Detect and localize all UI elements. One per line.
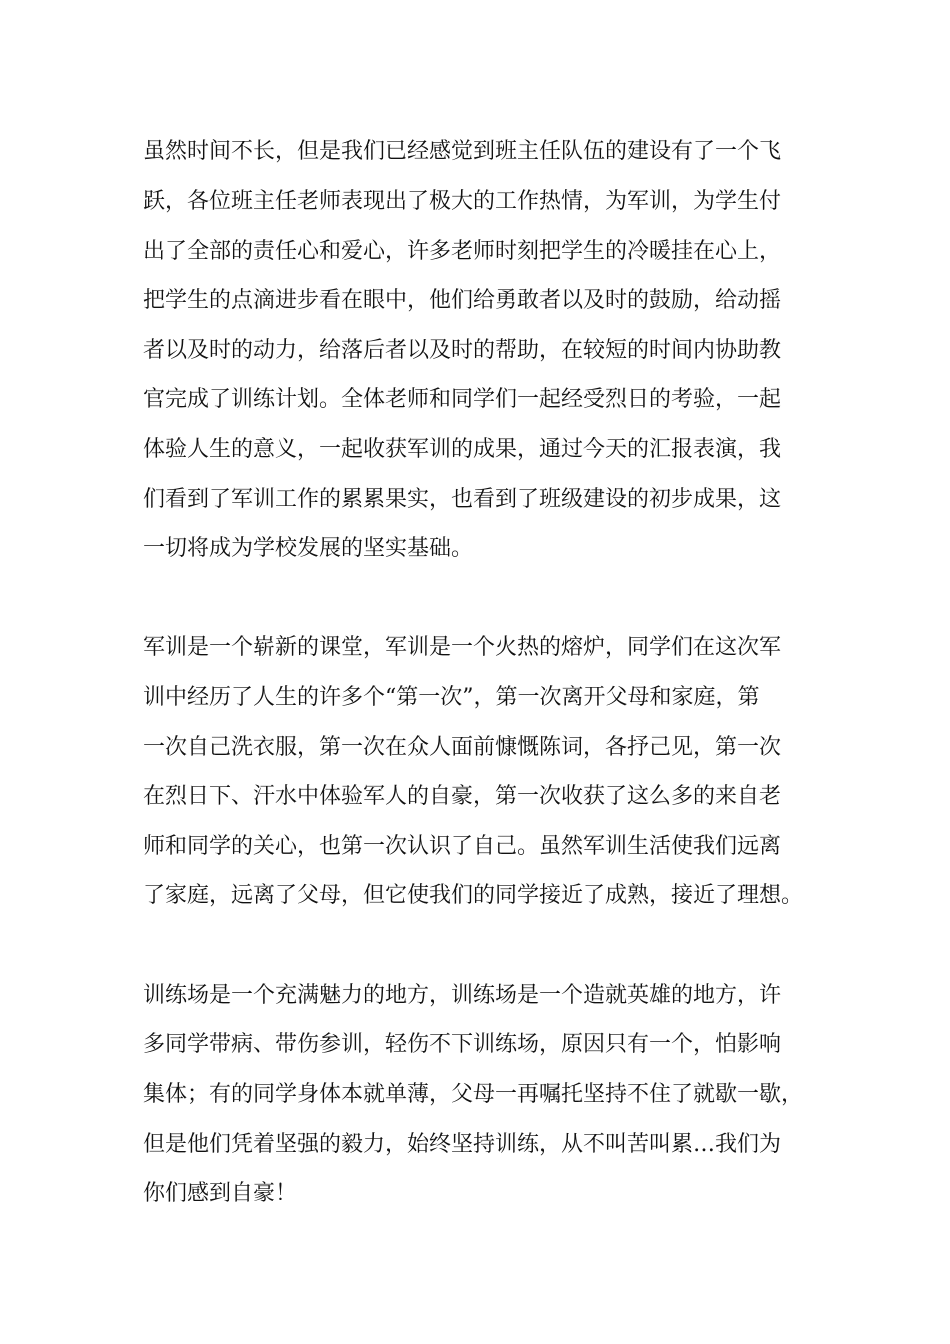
paragraph-2-line-2: 训中经历了人生的许多个“第一次”，第一次离开父母和家庭，第	[143, 685, 760, 710]
paragraph-3-line-1: 训练场是一个充满魅力的地方，训练场是一个造就英雄的地方，许	[143, 983, 782, 1008]
paragraph-1-line-8: 们看到了军训工作的累累果实，也看到了班级建设的初步成果，这	[143, 487, 782, 512]
paragraph-3-line-2: 多同学带病、带伤参训，轻伤不下训练场，原因只有一个，怕影响	[143, 1032, 782, 1057]
paragraph-1-line-7: 体验人生的意义，一起收获军训的成果，通过今天的汇报表演，我	[143, 437, 782, 462]
paragraph-2-line-6: 了家庭，远离了父母，但它使我们的同学接近了成熟，接近了理想。	[143, 883, 804, 908]
paragraph-1-line-1: 虽然时间不长，但是我们已经感觉到班主任队伍的建设有了一个飞	[143, 139, 782, 164]
paragraph-1-line-4: 把学生的点滴进步看在眼中，他们给勇敢者以及时的鼓励，给动摇	[143, 288, 782, 313]
paragraph-1-line-5: 者以及时的动力，给落后者以及时的帮助，在较短的时间内协助教	[143, 338, 782, 363]
paragraph-2-line-1: 军训是一个崭新的课堂，军训是一个火热的熔炉，同学们在这次军	[143, 635, 782, 660]
paragraph-1-line-3: 出了全部的责任心和爱心，许多老师时刻把学生的冷暖挂在心上，	[143, 239, 782, 264]
paragraph-1-line-2: 跃，各位班主任老师表现出了极大的工作热情，为军训，为学生付	[143, 189, 782, 214]
paragraph-3-line-5: 你们感到自豪！	[143, 1181, 298, 1206]
paragraph-3-line-3: 集体；有的同学身体本就单薄，父母一再嘱托坚持不住了就歇一歇，	[143, 1082, 804, 1107]
paragraph-2-line-5: 师和同学的关心，也第一次认识了自己。虽然军训生活使我们远离	[143, 834, 782, 859]
paragraph-3-line-4: 但是他们凭着坚强的毅力，始终坚持训练，从不叫苦叫累…我们为	[143, 1132, 782, 1157]
paragraph-2-line-3: 一次自己洗衣服，第一次在众人面前慷慨陈词，各抒己见，第一次	[143, 735, 782, 760]
paragraph-2-line-4: 在烈日下、汗水中体验军人的自豪，第一次收获了这么多的来自老	[143, 784, 782, 809]
paragraph-1-line-6: 官完成了训练计划。全体老师和同学们一起经受烈日的考验，一起	[143, 387, 782, 412]
paragraph-1-line-9: 一切将成为学校发展的坚实基础。	[143, 536, 474, 561]
